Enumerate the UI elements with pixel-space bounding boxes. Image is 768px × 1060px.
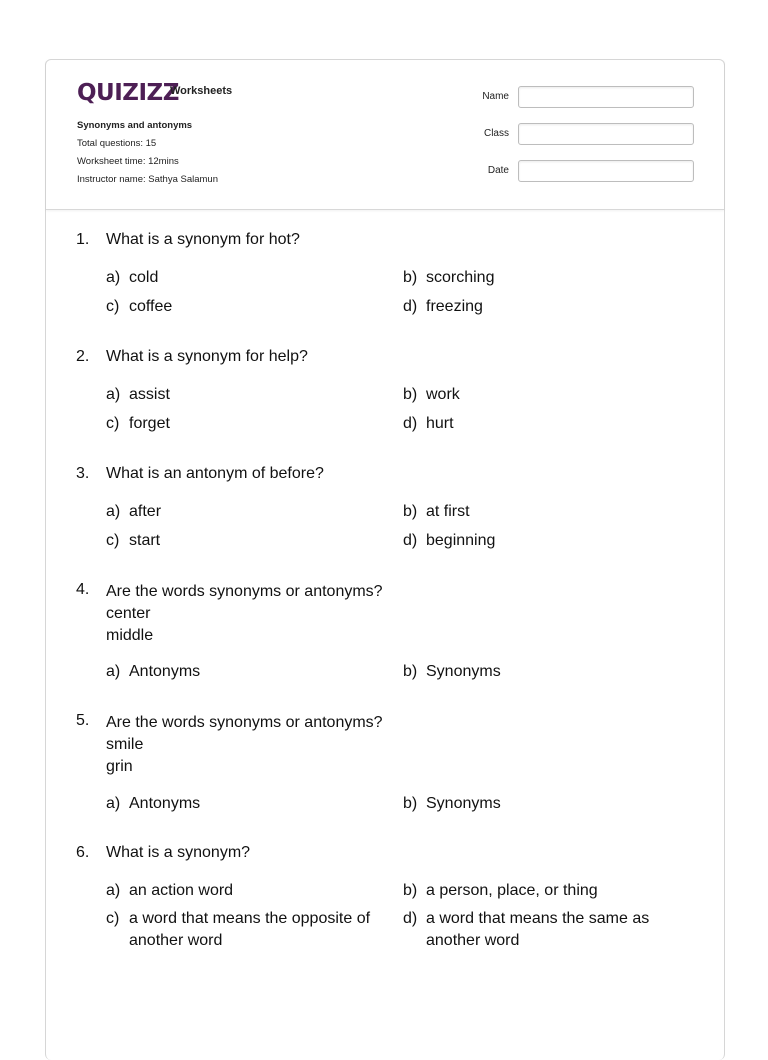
worksheet-time: Worksheet time: 12mins — [77, 156, 179, 167]
question-number: 6. — [76, 844, 90, 861]
question-text: What is a synonym for help? — [106, 348, 308, 365]
quizizz-logo: QUIZIZZ — [77, 80, 179, 106]
question-number: 4. — [76, 581, 90, 598]
instructor-name: Instructor name: Sathya Salamun — [77, 174, 218, 185]
class-label: Class — [483, 128, 509, 139]
question-text: What is a synonym for hot? — [106, 231, 300, 248]
question-text: What is a synonym? — [106, 844, 251, 861]
question-text: What is an antonym of before? — [106, 465, 324, 482]
logo-subtitle: Worksheets — [170, 85, 233, 97]
date-field[interactable] — [518, 160, 694, 182]
question-text: Are the words synonyms or antonyms? center middle — [106, 583, 383, 644]
name-label: Name — [482, 91, 509, 102]
worksheet-title: Synonyms and antonyms — [77, 120, 193, 131]
question-number: 1. — [76, 231, 90, 248]
class-field[interactable] — [518, 123, 694, 145]
question-text: Are the words synonyms or antonyms? smile grin — [106, 714, 383, 775]
question-number: 5. — [76, 712, 90, 729]
name-field[interactable] — [518, 86, 694, 108]
date-label: Date — [487, 165, 509, 176]
question-number: 3. — [76, 465, 90, 482]
total-questions: Total questions: 15 — [77, 138, 157, 149]
question-number: 2. — [76, 348, 90, 365]
worksheet-header — [46, 60, 724, 210]
